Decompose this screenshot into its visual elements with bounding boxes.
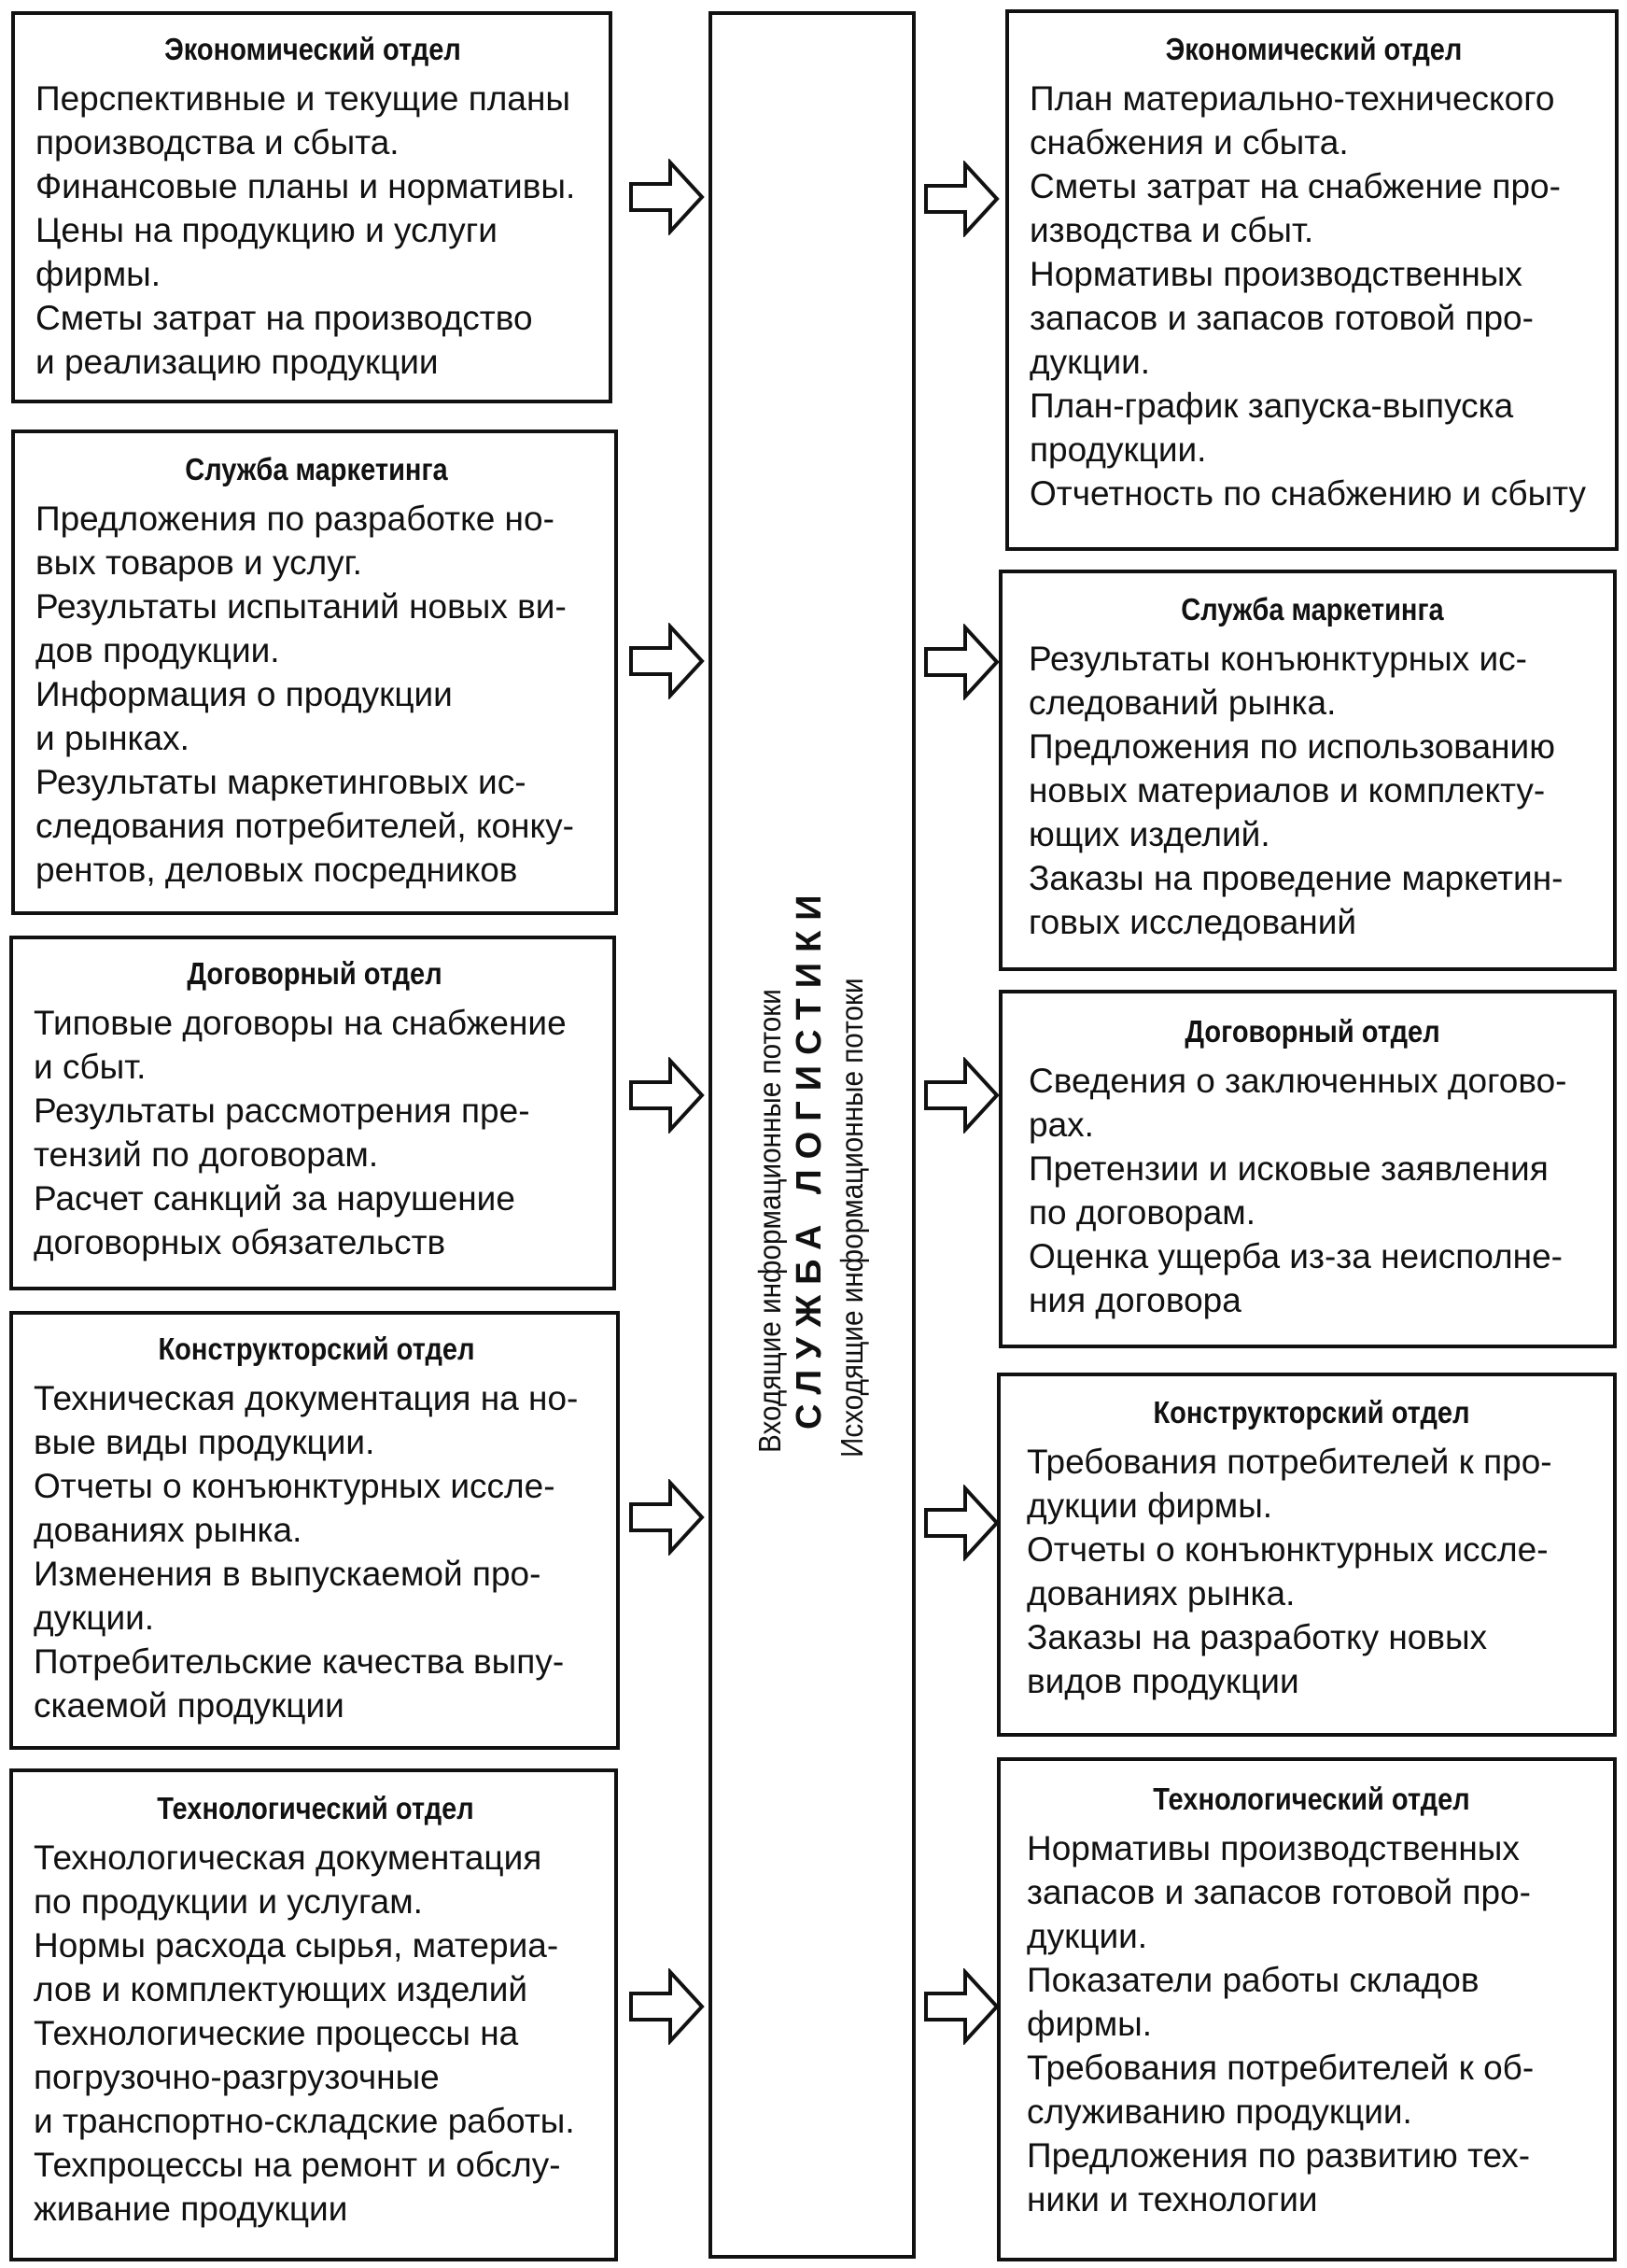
right-box-technology — [997, 1757, 1617, 2261]
box-line: Отчетность по снабжению и сбыту — [1030, 474, 1587, 513]
right-box-contract — [999, 990, 1617, 1348]
box-title: Конструкторский отдел — [158, 1331, 475, 1366]
box-line: лов и комплектующих изделий — [34, 1970, 528, 2008]
box-title: Служба маркетинга — [185, 452, 448, 486]
box-line: Типовые договоры на снабжение — [34, 1004, 567, 1042]
box-line: Заказы на проведение маркетин- — [1029, 859, 1564, 897]
box-line: ники и технологии — [1027, 2180, 1318, 2219]
box-line: скаемой продукции — [34, 1686, 344, 1725]
left-box-technology — [9, 1768, 618, 2261]
box-line: Финансовые планы и нормативы. — [35, 167, 576, 205]
box-line: дукции. — [1027, 1917, 1148, 1955]
box-line: рах. — [1029, 1106, 1094, 1144]
outgoing-arrow-icon — [924, 1057, 1001, 1134]
box-line: Техническая документация на но- — [34, 1379, 579, 1417]
right-box-economic — [1005, 9, 1619, 551]
box-items — [1029, 1059, 1596, 1322]
box-line: изводства и сбыт. — [1030, 211, 1314, 249]
box-line: Предложения по использованию — [1029, 727, 1555, 766]
box-line: продукции. — [1030, 430, 1207, 469]
box-line: договорных обязательств — [34, 1223, 446, 1261]
box-line: говых исследований — [1029, 903, 1357, 941]
box-line: Результаты испытаний новых ви- — [35, 587, 567, 626]
box-line: вых товаров и услуг. — [35, 543, 362, 582]
box-line: Расчет санкций за нарушение — [34, 1179, 515, 1218]
box-line: производства и сбыта. — [35, 123, 400, 162]
logistics-service-title: СЛУЖБА ЛОГИСТИКИ — [790, 884, 829, 1430]
box-line: видов продукции — [1027, 1662, 1299, 1700]
box-items — [35, 497, 597, 892]
box-line: Нормативы производственных — [1030, 255, 1522, 293]
right-box-design — [997, 1373, 1617, 1737]
box-line: Технологическая документация — [34, 1838, 542, 1877]
box-line: ющих изделий. — [1029, 815, 1270, 853]
box-line: Сметы затрат на производство — [35, 299, 533, 337]
box-line: вые виды продукции. — [34, 1423, 375, 1461]
left-box-contract — [9, 936, 616, 1290]
box-line: по продукции и услугам. — [34, 1882, 423, 1921]
box-line: ния договора — [1029, 1281, 1241, 1319]
incoming-arrow-icon — [629, 623, 706, 699]
logistics-service-column — [708, 11, 916, 2259]
box-line: Изменения в выпускаемой про- — [34, 1555, 541, 1593]
box-line: Заказы на разработку новых — [1027, 1618, 1488, 1656]
box-line: Отчеты о конъюнктурных иссле- — [1027, 1530, 1549, 1569]
box-items — [35, 77, 590, 384]
box-items — [34, 1376, 599, 1727]
incoming-arrow-icon — [629, 1968, 706, 2045]
box-line: и транспортно-складские работы. — [34, 2102, 575, 2140]
box-line: следования потребителей, конку- — [35, 807, 574, 845]
box-items — [1029, 637, 1596, 944]
box-line: новых материалов и комплекту- — [1029, 771, 1546, 810]
box-line: Нормы расхода сырья, материа- — [34, 1926, 559, 1965]
box-line: План-график запуска-выпуска — [1030, 387, 1514, 425]
box-line: Результаты конъюнктурных ис- — [1029, 640, 1527, 678]
incoming-arrow-icon — [629, 159, 706, 235]
box-line: Сметы затрат на снабжение про- — [1030, 167, 1561, 205]
right-box-marketing — [999, 570, 1617, 971]
box-line: погрузочно-разгрузочные — [34, 2058, 440, 2096]
box-line: запасов и запасов готовой про- — [1030, 299, 1534, 337]
outgoing-arrow-icon — [924, 1485, 1001, 1561]
box-line: Перспективные и текущие планы — [35, 79, 570, 118]
outgoing-arrow-icon — [924, 161, 1001, 237]
box-line: Оценка ущерба из-за неисполне- — [1029, 1237, 1563, 1275]
box-title: Технологический отдел — [157, 1791, 474, 1825]
box-line: Нормативы производственных — [1027, 1829, 1520, 1867]
box-line: План материально-технического — [1030, 79, 1555, 118]
left-box-economic — [11, 11, 612, 403]
box-title: Договорный отдел — [187, 956, 442, 991]
box-items — [1027, 1826, 1596, 2221]
box-items — [1027, 1440, 1596, 1703]
box-items — [34, 1836, 597, 2231]
box-line: Предложения по разработке но- — [35, 500, 554, 538]
box-line: дованиях рынка. — [1027, 1574, 1296, 1613]
box-line: живание продукции — [34, 2190, 348, 2228]
box-title: Конструкторский отдел — [1153, 1395, 1470, 1430]
box-line: Претензии и исковые заявления — [1029, 1149, 1549, 1188]
incoming-flows-label: Входящие информационные потоки — [752, 989, 787, 1453]
box-line: Информация о продукции — [35, 675, 453, 713]
box-line: запасов и запасов готовой про- — [1027, 1873, 1531, 1911]
box-line: Сведения о заключенных догово- — [1029, 1062, 1567, 1100]
box-line: Результаты маркетинговых ис- — [35, 763, 526, 801]
box-line: Цены на продукцию и услуги — [35, 211, 498, 249]
incoming-arrow-icon — [629, 1479, 706, 1556]
box-line: дов продукции. — [35, 631, 280, 669]
box-line: Техпроцессы на ремонт и обслу- — [34, 2146, 561, 2184]
box-line: Требования потребителей к про- — [1027, 1443, 1552, 1481]
box-line: Потребительские качества выпу- — [34, 1642, 565, 1681]
box-line: рентов, деловых посредников — [35, 851, 518, 889]
box-line: снабжения и сбыта. — [1030, 123, 1349, 162]
box-line: дукции фирмы. — [1027, 1486, 1273, 1525]
box-items — [34, 1001, 596, 1264]
box-line: Отчеты о конъюнктурных иссле- — [34, 1467, 555, 1505]
left-box-marketing — [11, 430, 618, 915]
left-box-design — [9, 1311, 620, 1750]
box-line: служиванию продукции. — [1027, 2092, 1412, 2131]
box-line: и рынках. — [35, 719, 189, 757]
box-line: фирмы. — [35, 255, 161, 293]
box-title: Договорный отдел — [1185, 1014, 1440, 1049]
box-line: по договорам. — [1029, 1193, 1256, 1232]
box-line: дованиях рынка. — [34, 1511, 302, 1549]
box-line: следований рынка. — [1029, 683, 1337, 722]
box-line: и сбыт. — [34, 1048, 147, 1086]
box-line: Предложения по развитию тех- — [1027, 2136, 1531, 2175]
box-line: и реализацию продукции — [35, 343, 439, 381]
box-title: Экономический отдел — [1165, 32, 1463, 66]
box-line: фирмы. — [1027, 2005, 1152, 2043]
box-items — [1030, 77, 1598, 515]
box-line: дукции. — [1030, 343, 1151, 381]
box-line: Результаты рассмотрения пре- — [34, 1092, 530, 1130]
box-line: Технологические процессы на — [34, 2014, 519, 2052]
box-line: Требования потребителей к об- — [1027, 2049, 1535, 2087]
box-title: Экономический отдел — [164, 32, 461, 66]
outgoing-arrow-icon — [924, 624, 1001, 700]
outgoing-flows-label: Исходящие информационные потоки — [835, 978, 869, 1458]
box-line: Показатели работы складов — [1027, 1961, 1480, 1999]
box-title: Технологический отдел — [1153, 1782, 1470, 1816]
incoming-arrow-icon — [629, 1057, 706, 1134]
box-line: дукции. — [34, 1599, 155, 1637]
outgoing-arrow-icon — [924, 1968, 1001, 2045]
box-line: тензий по договорам. — [34, 1135, 379, 1174]
box-title: Служба маркетинга — [1181, 592, 1444, 627]
